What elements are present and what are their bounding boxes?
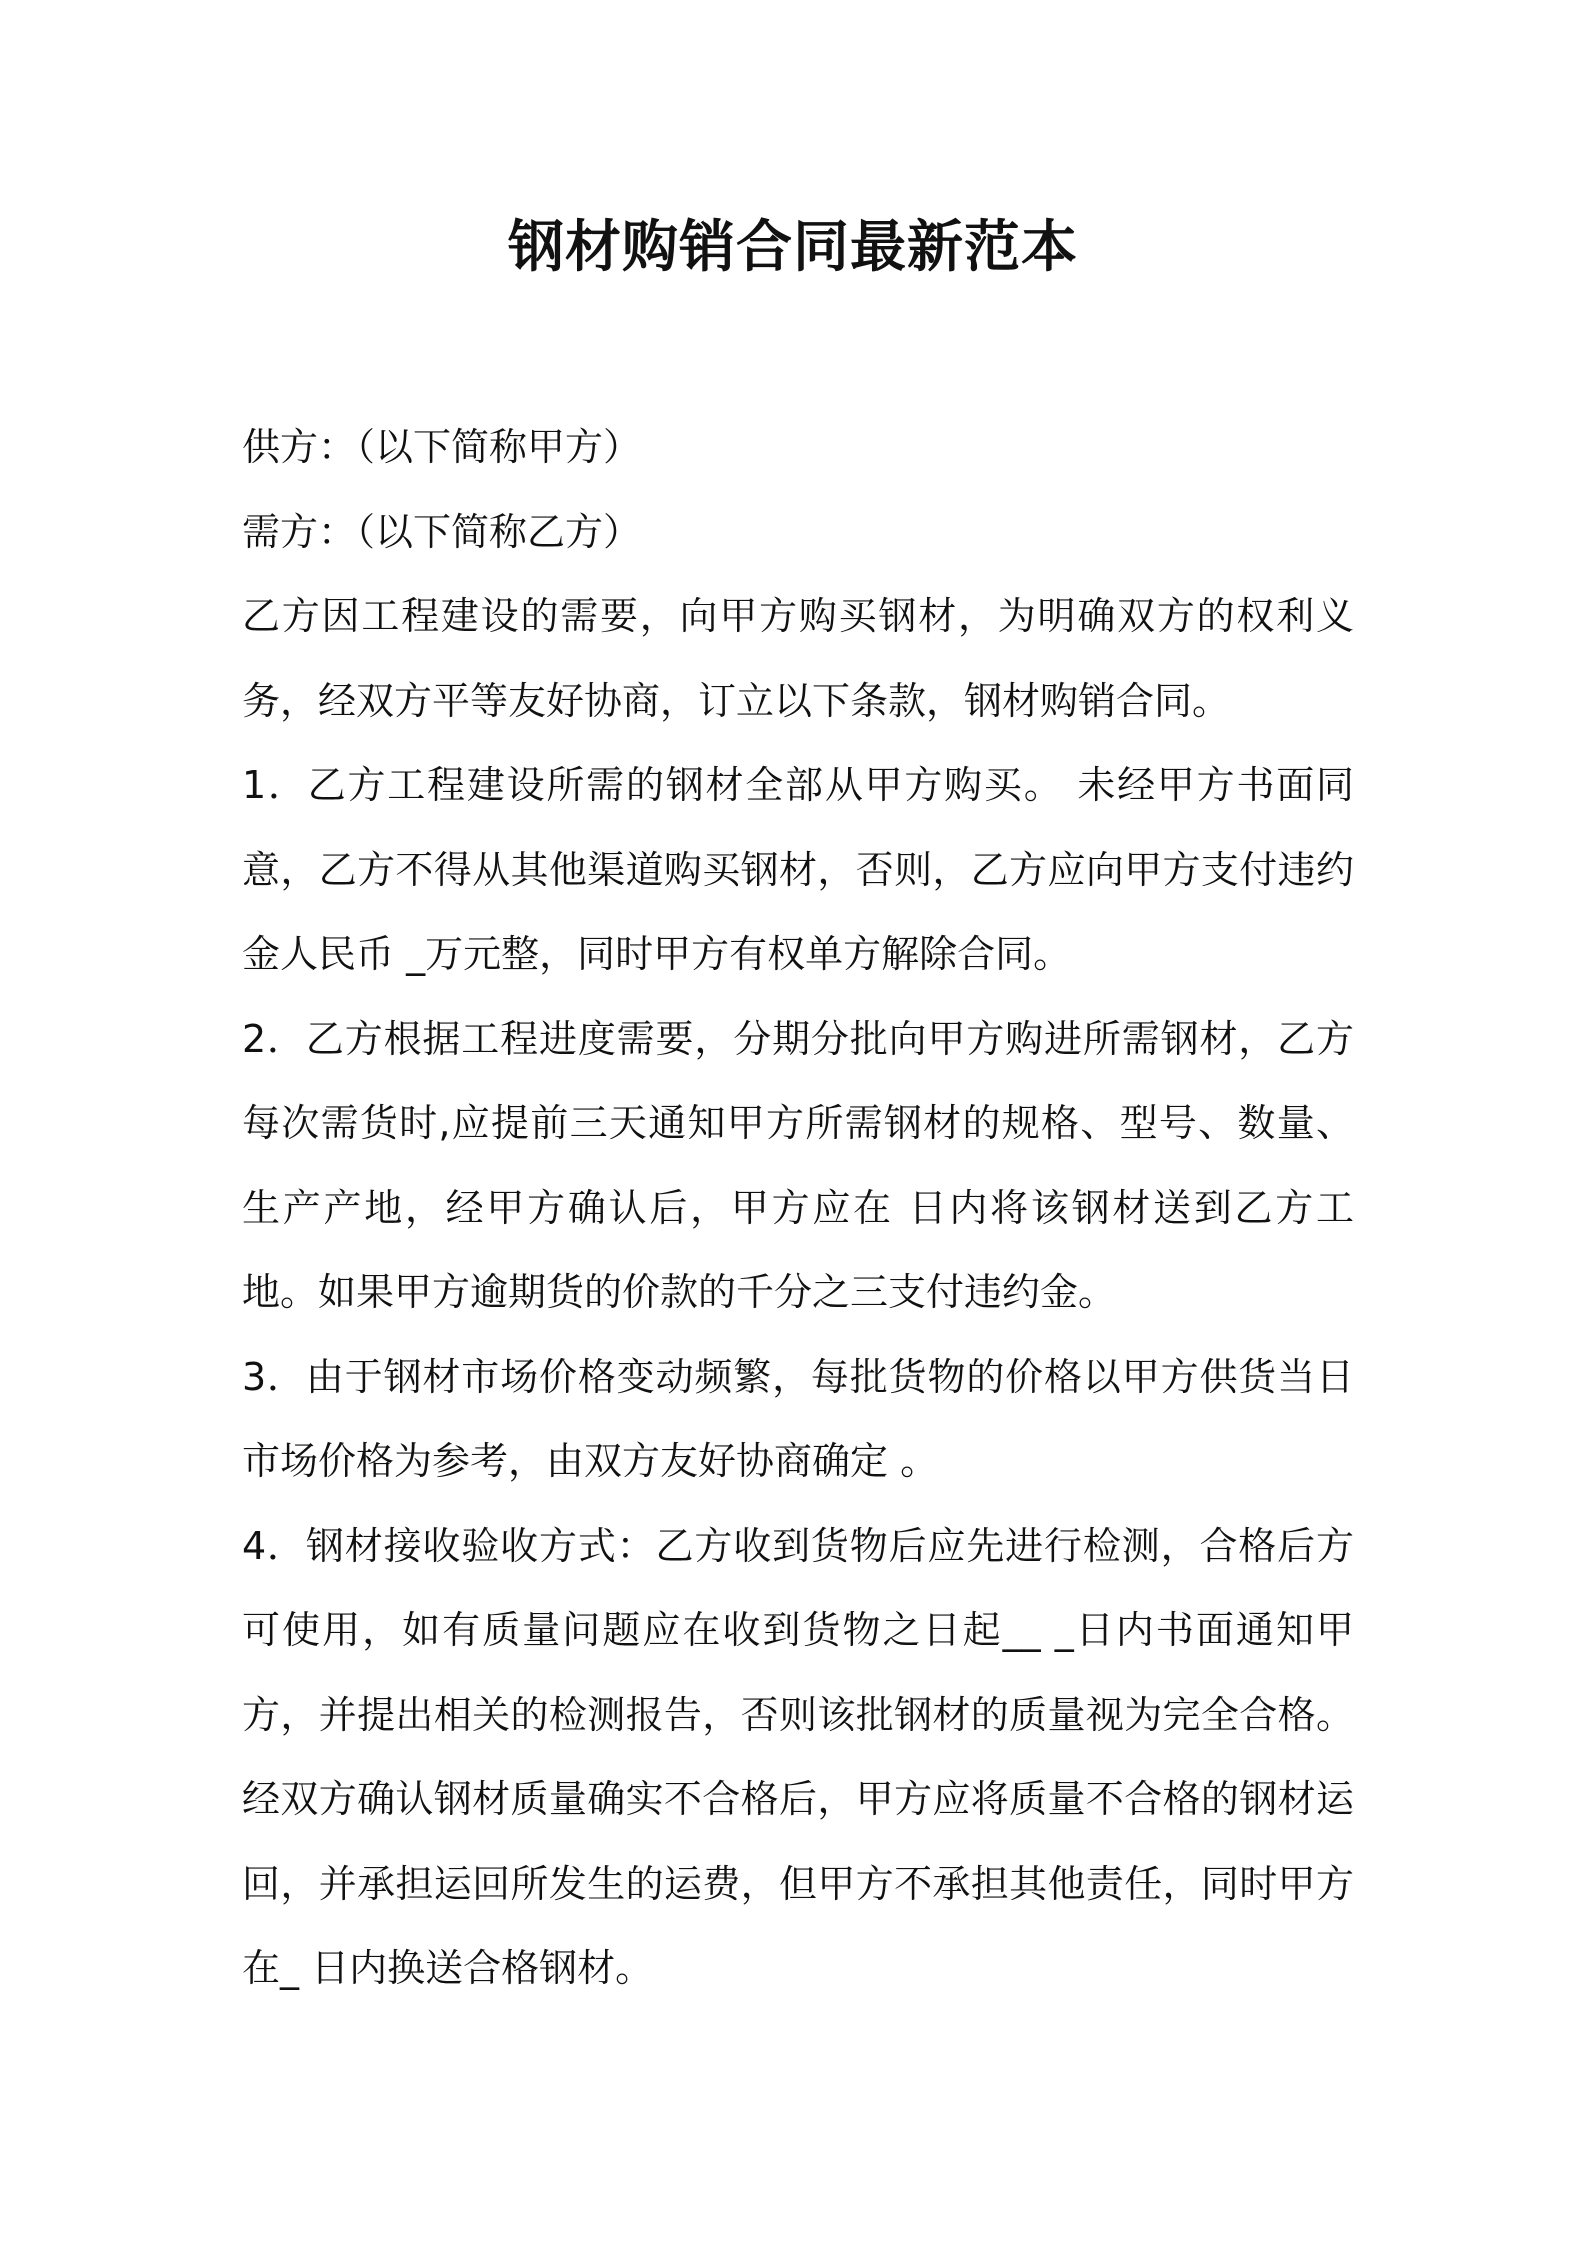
- paragraph-buyer: 需方：（以下简称乙方）: [242, 509, 642, 554]
- paragraph-clause-3: 3．由于钢材市场价格变动频繁，每批货物的价格以甲方供货当日市场价格为参考，由双方友好协商确定 。: [242, 1354, 1354, 1483]
- document-body: [242, 405, 1354, 2011]
- paragraph-clause-4: 4．钢材接收验收方式：乙方收到货物后应先进行检测，合格后方可使用，如有质量问题应在收到货物之日起__ _日内书面通知甲方，并提出相关的检测报告，否则该批钢材的质量视为完全合格。 经双方确认钢材质量确实不合格后，甲方应将质量不合格的钢材运回，并承担运回所发生的运费，但甲方不承担其他责任，同时甲方在_ 日内换送合格钢材。: [242, 1523, 1354, 1990]
- paragraph-clause-2: 2．乙方根据工程进度需要，分期分批向甲方购进所需钢材，乙方每次需货时,应提前三天通知甲方所需钢材的规格、型号、数量、生产产地，经甲方确认后，甲方应在 日内将该钢材送到乙方工地。如果甲方逾期货的价款的千分之三支付违约金。: [242, 1016, 1354, 1314]
- paragraph-preamble: 乙方因工程建设的需要，向甲方购买钢材，为明确双方的权利义务，经双方平等友好协商，订立以下条款，钢材购销合同。: [242, 594, 1354, 723]
- paragraph-clause-1: 1．乙方工程建设所需的钢材全部从甲方购买。 未经甲方书面同意，乙方不得从其他渠道购买钢材，否则，乙方应向甲方支付违约金人民币 _万元整，同时甲方有权单方解除合同。: [242, 763, 1354, 976]
- document-title: 钢材购销合同最新范本: [508, 215, 1078, 280]
- paragraph-supplier: 供方：（以下简称甲方）: [242, 425, 642, 469]
